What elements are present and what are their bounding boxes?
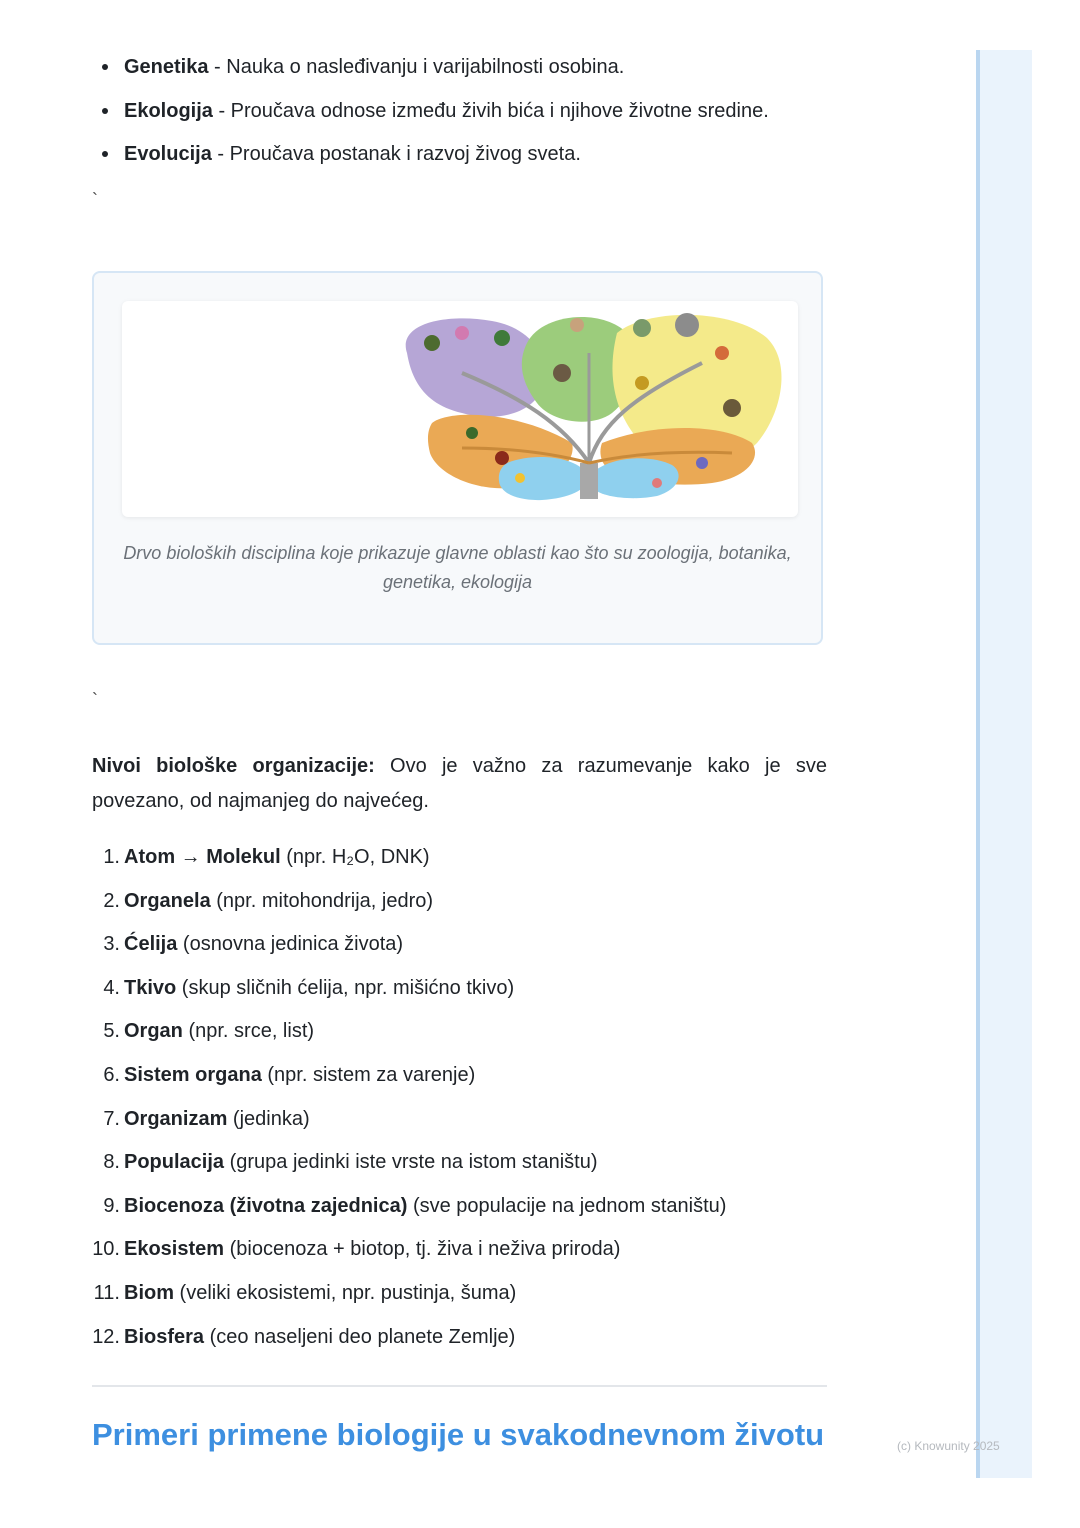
tree-illustration [122, 301, 798, 517]
term-description: (veliki ekosistemi, npr. pustinja, šuma) [174, 1281, 517, 1304]
item-number: 3. [103, 933, 120, 956]
list-item [92, 94, 852, 138]
term: Genetika [124, 56, 209, 78]
list-item [92, 927, 852, 971]
term: Populacija [124, 1151, 225, 1174]
item-number: 5. [103, 1020, 120, 1043]
arrow: → [175, 846, 207, 868]
list-item [92, 1276, 852, 1320]
bullet-icon [102, 108, 108, 114]
list-item [92, 840, 852, 884]
term-description: (grupa jedinki iste vrste na istom staništu) [224, 1151, 598, 1174]
term: Ekosistem [124, 1238, 225, 1261]
item-number: 7. [103, 1107, 120, 1130]
term: Tkivo [124, 976, 177, 999]
organization-levels-list [92, 840, 852, 1363]
list-item [92, 1014, 852, 1058]
intro-lead: Nivoi biološke organizacije: [92, 755, 375, 777]
item-number: 2. [103, 889, 120, 912]
term: Organela [124, 889, 211, 912]
term-description: (npr. H₂O, DNK) [280, 846, 430, 868]
term: Molekul [206, 846, 281, 868]
item-number: 9. [103, 1194, 120, 1217]
term-description: - Nauka o nasleđivanju i varijabilnosti osobina. [208, 56, 625, 78]
term-description: (npr. sistem za varenje) [261, 1063, 476, 1086]
term-description: (npr. srce, list) [182, 1020, 315, 1043]
bullet-icon [102, 64, 108, 70]
term-description: (biocenoza + biotop, tj. živa i neživa priroda) [224, 1238, 621, 1261]
term: Ekologija [124, 99, 213, 122]
backtick-mark: ` [92, 190, 98, 210]
item-number: 6. [103, 1063, 120, 1086]
term: Biocenoza (životna zajednica) [124, 1194, 408, 1217]
section-heading: Primeri primene biologije u svakodnevnom životu [92, 1417, 825, 1452]
term-description: - Proučava odnose između živih bića i njihove životne sredine. [212, 99, 769, 122]
bullet-icon [102, 151, 108, 157]
term: Ćelija [124, 933, 178, 956]
intro-paragraph [92, 749, 827, 819]
right-sidebar-panel [976, 50, 1032, 1478]
list-item [92, 1320, 852, 1364]
figure-caption: Drvo bioloških disciplina koje prikazuje glavne oblasti kao što su zoologija, botanika, genetika, ekologija [123, 543, 792, 592]
term: Organizam [124, 1107, 228, 1130]
item-number: 8. [103, 1151, 120, 1174]
term-description: - Proučava postanak i razvoj živog sveta. [211, 143, 581, 165]
list-item [92, 1058, 852, 1102]
disciplines-list [92, 50, 852, 181]
term: Evolucija [124, 143, 212, 165]
list-item [92, 1189, 852, 1233]
term: Biosfera [124, 1325, 205, 1348]
item-number: 1. [103, 846, 120, 868]
list-item [92, 137, 852, 181]
list-item [92, 50, 852, 94]
section-divider [92, 1385, 827, 1387]
term-description: (jedinka) [227, 1107, 310, 1130]
tree-of-disciplines-image [122, 301, 798, 517]
copyright-notice: (c) Knowunity 2025 [897, 1439, 1000, 1453]
list-item [92, 1145, 852, 1189]
term: Sistem organa [124, 1063, 262, 1086]
item-number: 12. [92, 1325, 120, 1348]
intro-text: Ovo je važno za razumevanje kako je sve povezano, od najmanjeg do najvećeg. [92, 755, 827, 812]
figure-card [92, 271, 823, 645]
term-description: (ceo naseljeni deo planete Zemlje) [204, 1325, 516, 1348]
term: Biom [124, 1281, 174, 1304]
term-description: (npr. mitohondrija, jedro) [210, 889, 434, 912]
item-number: 10. [92, 1238, 120, 1261]
list-item [92, 971, 852, 1015]
backtick-mark: ` [92, 690, 98, 710]
list-item [92, 1232, 852, 1276]
term: Organ [124, 1020, 183, 1043]
term: Atom [124, 846, 176, 868]
list-item [92, 1102, 852, 1146]
term-description: (sve populacije na jednom staništu) [407, 1194, 727, 1217]
term-description: (osnovna jedinica života) [177, 933, 404, 956]
item-number: 11. [93, 1281, 120, 1304]
list-item [92, 884, 852, 928]
term-description: (skup sličnih ćelija, npr. mišićno tkivo) [176, 976, 515, 999]
item-number: 4. [103, 976, 120, 999]
